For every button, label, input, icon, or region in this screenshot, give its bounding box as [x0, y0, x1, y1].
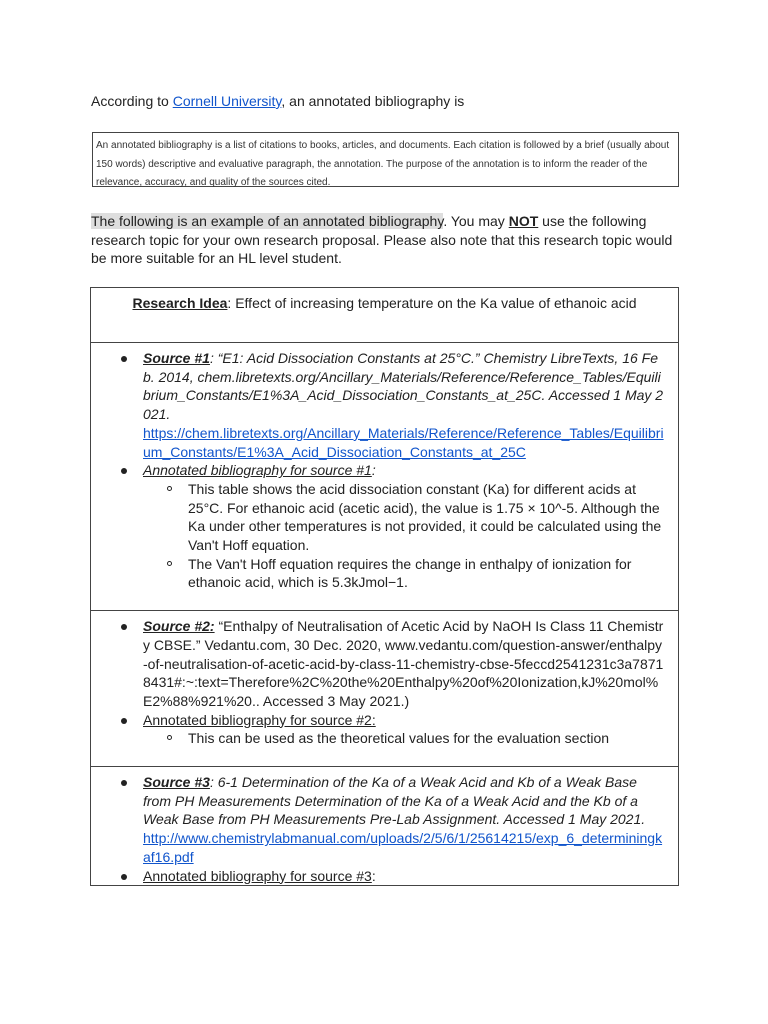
- source-1-citation-text: “E1: Acid Dissociation Constants at 25°C.” Chemistry LibreTexts, 16 Feb. 2014, chem.libretexts.org/Ancillary_Materials/Reference/Reference_Tables/Equilibrium_Constants/E1%3A_Acid_Dissociation_Constants_at_25C. Accessed 1 May 2021.: [143, 350, 664, 423]
- para-rest: use the following research topic for your own research proposal. Please also note that this research topic would be more suitable for an HL level student.: [91, 213, 673, 266]
- source-2-annotation-label: Annotated bibliography for source #2:: [143, 711, 376, 728]
- source-2-note-1: This can be used as the theoretical values for the evaluation section: [188, 729, 664, 748]
- source-1-annotation-label: Annotated bibliography for source #1: [143, 462, 372, 479]
- source-2-label: Source #2:: [143, 618, 215, 635]
- para-mid: . You may: [443, 213, 509, 229]
- source-2-annotation: [143, 711, 664, 748]
- source-1-annotation: [143, 461, 664, 592]
- source-2-cell: [91, 611, 679, 767]
- source-1-note-2: The Van't Hoff equation requires the change in enthalpy of ionization for ethanoic acid, which is 5.3kJmol−1.: [188, 555, 664, 592]
- research-idea-text: : Effect of increasing temperature on the Ka value of ethanoic acid: [227, 295, 637, 311]
- source-1-annotation-sep: :: [371, 462, 376, 479]
- source-3-annotation: [143, 867, 664, 886]
- definition-quote-text: An annotated bibliography is a list of citations to books, articles, and documents. Each citation is followed by a brief (usually about 150 words) descriptive and evaluative paragraph, the annotation. The purpose of the annotation is to inform the reader of the relevance, accuracy, and quality of the sources cited.: [96, 140, 670, 188]
- source-3-label: Source #3: [143, 774, 210, 791]
- source-3-citation-text: 6-1 Determination of the Ka of a Weak Acid and Kb of a Weak Base from PH Measurements Determination of the Ka of a Weak Acid and the Kb of a Weak Base from PH Measurements Pre-Lab Assignment. Accessed 1 May 2021.: [143, 774, 646, 828]
- source-3-annotation-sep: :: [371, 867, 376, 884]
- research-idea-label: Research Idea: [132, 295, 228, 311]
- annotated-bibliography-table: [90, 287, 679, 886]
- source-2-citation: [143, 617, 664, 711]
- source-1-url-link[interactable]: https://chem.libretexts.org/Ancillary_Materials/Reference/Reference_Tables/Equilibrium_Constants/E1%3A_Acid_Dissociation_Constants_at_25C: [143, 424, 664, 460]
- source-3-annotation-label: Annotated bibliography for source #3: [143, 867, 372, 884]
- intro-prefix: According to: [91, 93, 173, 109]
- intro-suffix: , an annotated bibliography is: [281, 93, 465, 109]
- source-3-cell: [91, 767, 679, 886]
- not-emphasis: NOT: [508, 213, 539, 229]
- highlighted-text: The following is an example of an annotated bibliography: [91, 213, 444, 229]
- source-1-sep: :: [209, 350, 214, 366]
- source-2-row: [91, 611, 679, 767]
- source-1-label: Source #1: [143, 350, 210, 366]
- cornell-university-link[interactable]: Cornell University: [172, 93, 282, 109]
- definition-quote-box: [92, 132, 679, 187]
- source-1-cell: [91, 343, 679, 611]
- research-idea-cell: [91, 288, 679, 343]
- source-2-citation-text: “Enthalpy of Neutralisation of Acetic Acid by NaOH Is Class 11 Chemistry CBSE.” Vedantu.com, 30 Dec. 2020, www.vedantu.com/question-answer/enthalpy-of-neutralisation-of-acetic-acid-by-class-11-chemistry-cbse-5feccd2541231c3a78718431#:~:text=Therefore%2C%20the%20Enthalpy%20of%20Ionization,kJ%20mol%E2%88%921%20.. Accessed 3 May 2021.): [143, 618, 664, 709]
- intro-line: [91, 92, 464, 110]
- research-idea-row: [91, 288, 679, 343]
- source-1-row: [91, 343, 679, 611]
- source-1-citation: [143, 349, 664, 461]
- source-3-url-link[interactable]: http://www.chemistrylabmanual.com/uploads/2/5/6/1/25614215/exp_6_determiningkaf16.pdf: [143, 830, 663, 865]
- source-3-sep: :: [209, 774, 214, 791]
- source-3-citation: [143, 773, 664, 867]
- source-3-row: [91, 767, 679, 886]
- example-paragraph: [91, 212, 681, 268]
- source-1-note-1: This table shows the acid dissociation constant (Ka) for different acids at 25°C. For ethanoic acid (acetic acid), the value is 1.75 × 10^-5. Although the Ka under other temperatures is not provided, it could be calculated using the Van't Hoff equation.: [188, 480, 664, 555]
